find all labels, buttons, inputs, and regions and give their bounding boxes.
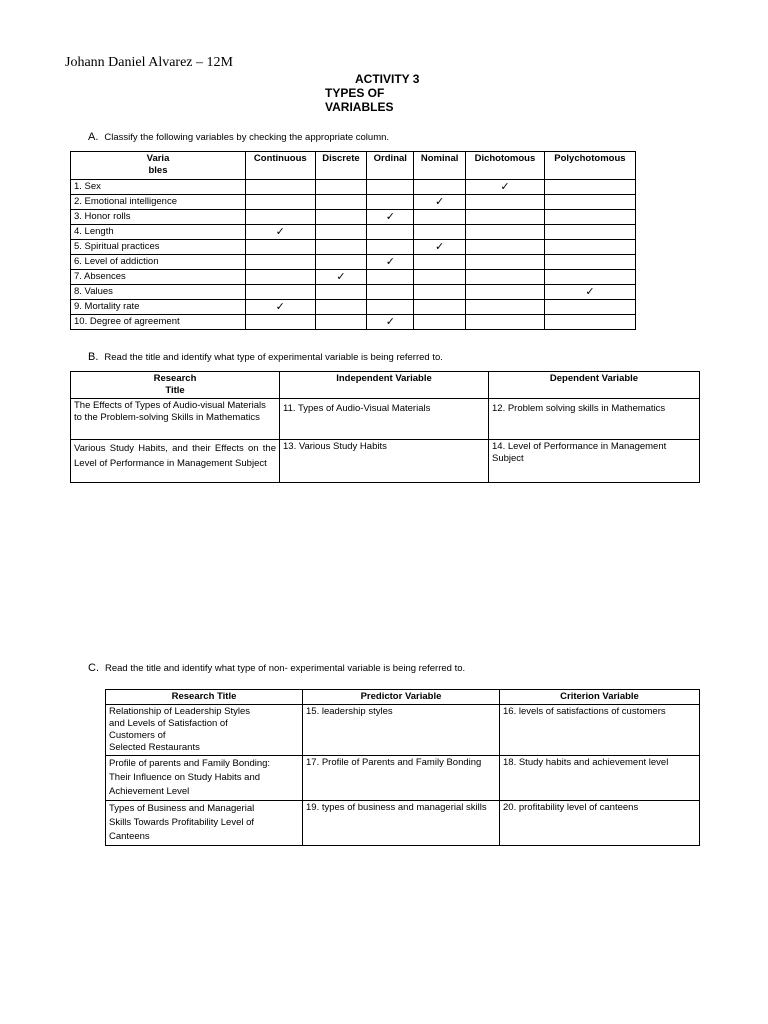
empty-cell-ordinal xyxy=(367,225,414,240)
table-row xyxy=(71,399,700,440)
empty-cell-discrete xyxy=(315,240,367,255)
table-header-row xyxy=(71,372,700,399)
empty-cell-discrete xyxy=(315,195,367,210)
section-a-letter: A. xyxy=(88,131,99,143)
table-row xyxy=(106,801,700,846)
header-research-title: Research Title xyxy=(106,690,303,705)
empty-cell-ordinal xyxy=(367,195,414,210)
empty-cell-nominal xyxy=(414,270,466,285)
empty-cell-discrete xyxy=(315,255,367,270)
empty-cell-dichotomous xyxy=(466,315,545,330)
variable-label: 6. Level of addiction xyxy=(71,255,246,270)
checkmark-continuous: ✓ xyxy=(246,225,316,240)
variable-label: 10. Degree of agreement xyxy=(71,315,246,330)
table-row xyxy=(71,210,636,225)
empty-cell-dichotomous xyxy=(466,300,545,315)
empty-cell-continuous xyxy=(246,315,316,330)
header-predictor-variable: Predictor Variable xyxy=(303,690,500,705)
classification-table xyxy=(70,151,636,330)
header-dichotomous: Dichotomous xyxy=(466,152,545,180)
variable-label: 8. Values xyxy=(71,285,246,300)
variable-label: 7. Absences xyxy=(71,270,246,285)
checkmark-polychotomous: ✓ xyxy=(544,285,635,300)
header-independent-variable: Independent Variable xyxy=(280,372,489,399)
table-row xyxy=(71,255,636,270)
criterion-variable-cell: 16. levels of satisfactions of customers xyxy=(500,705,700,756)
section-c-instruction xyxy=(88,662,465,674)
predictor-variable-cell: 17. Profile of Parents and Family Bonding xyxy=(303,756,500,801)
heading-line-1: ACTIVITY 3 xyxy=(355,72,420,86)
table-header-row xyxy=(106,690,700,705)
empty-cell-dichotomous xyxy=(466,210,545,225)
checkmark-ordinal: ✓ xyxy=(367,255,414,270)
empty-cell-continuous xyxy=(246,255,316,270)
section-b-letter: B. xyxy=(88,351,99,363)
header-research-title: Research Title xyxy=(71,372,280,399)
empty-cell-polychotomous xyxy=(544,315,635,330)
table-row xyxy=(71,440,700,483)
table-header-row xyxy=(71,152,636,180)
empty-cell-discrete xyxy=(315,285,367,300)
empty-cell-ordinal xyxy=(367,300,414,315)
empty-cell-nominal xyxy=(414,180,466,195)
empty-cell-ordinal xyxy=(367,240,414,255)
research-title-cell: Various Study Habits, and their Effects on the Level of Performance in Management Subject xyxy=(71,440,280,483)
empty-cell-polychotomous xyxy=(544,255,635,270)
table-row xyxy=(106,756,700,801)
header-nominal: Nominal xyxy=(414,152,466,180)
checkmark-ordinal: ✓ xyxy=(367,210,414,225)
empty-cell-nominal xyxy=(414,315,466,330)
table-row xyxy=(106,705,700,756)
research-title-cell: Relationship of Leadership Styles and Levels of Satisfaction of Customers of Selected Restaurants xyxy=(106,705,303,756)
activity-heading xyxy=(325,72,419,114)
empty-cell-nominal xyxy=(414,300,466,315)
section-b-text: Read the title and identify what type of experimental variable is being referred to. xyxy=(104,352,443,363)
header-discrete: Discrete xyxy=(315,152,367,180)
header-continuous: Continuous xyxy=(246,152,316,180)
header-ordinal: Ordinal xyxy=(367,152,414,180)
experimental-variables-table xyxy=(70,371,700,483)
empty-cell-polychotomous xyxy=(544,195,635,210)
dependent-variable-cell: 12. Problem solving skills in Mathematics xyxy=(489,399,700,440)
research-title-cell: The Effects of Types of Audio-visual Materials to the Problem-solving Skills in Mathematics xyxy=(71,399,280,440)
criterion-variable-cell: 20. profitability level of canteens xyxy=(500,801,700,846)
heading-line-3: VARIABLES xyxy=(325,100,394,114)
section-a-text: Classify the following variables by checking the appropriate column. xyxy=(104,132,390,143)
empty-cell-nominal xyxy=(414,225,466,240)
table-row xyxy=(71,240,636,255)
table-row xyxy=(71,270,636,285)
empty-cell-continuous xyxy=(246,285,316,300)
empty-cell-polychotomous xyxy=(544,180,635,195)
header-dependent-variable: Dependent Variable xyxy=(489,372,700,399)
empty-cell-continuous xyxy=(246,270,316,285)
empty-cell-discrete xyxy=(315,225,367,240)
empty-cell-discrete xyxy=(315,210,367,225)
empty-cell-discrete xyxy=(315,180,367,195)
heading-line-2: TYPES OF xyxy=(325,86,385,100)
table-row xyxy=(71,285,636,300)
non-experimental-variables-table xyxy=(105,689,700,846)
empty-cell-polychotomous xyxy=(544,240,635,255)
empty-cell-ordinal xyxy=(367,285,414,300)
empty-cell-polychotomous xyxy=(544,300,635,315)
research-title-cell: Types of Business and Managerial Skills Towards Profitability Level of Canteens xyxy=(106,801,303,846)
empty-cell-dichotomous xyxy=(466,285,545,300)
independent-variable-cell: 11. Types of Audio-Visual Materials xyxy=(280,399,489,440)
predictor-variable-cell: 19. types of business and managerial skills xyxy=(303,801,500,846)
checkmark-ordinal: ✓ xyxy=(367,315,414,330)
variable-label: 3. Honor rolls xyxy=(71,210,246,225)
independent-variable-cell: 13. Various Study Habits xyxy=(280,440,489,483)
empty-cell-continuous xyxy=(246,195,316,210)
section-b-instruction xyxy=(88,351,443,363)
empty-cell-polychotomous xyxy=(544,225,635,240)
empty-cell-continuous xyxy=(246,210,316,225)
empty-cell-discrete xyxy=(315,300,367,315)
variable-label: 9. Mortality rate xyxy=(71,300,246,315)
empty-cell-discrete xyxy=(315,315,367,330)
criterion-variable-cell: 18. Study habits and achievement level xyxy=(500,756,700,801)
author-name: Johann Daniel Alvarez – 12M xyxy=(65,55,233,70)
empty-cell-dichotomous xyxy=(466,270,545,285)
empty-cell-continuous xyxy=(246,180,316,195)
variable-label: 5. Spiritual practices xyxy=(71,240,246,255)
empty-cell-ordinal xyxy=(367,180,414,195)
empty-cell-dichotomous xyxy=(466,255,545,270)
empty-cell-polychotomous xyxy=(544,270,635,285)
empty-cell-dichotomous xyxy=(466,225,545,240)
empty-cell-dichotomous xyxy=(466,240,545,255)
header-criterion-variable: Criterion Variable xyxy=(500,690,700,705)
checkmark-continuous: ✓ xyxy=(246,300,316,315)
table-row xyxy=(71,225,636,240)
table-row xyxy=(71,195,636,210)
checkmark-discrete: ✓ xyxy=(315,270,367,285)
dependent-variable-cell: 14. Level of Performance in Management Subject xyxy=(489,440,700,483)
variable-label: 1. Sex xyxy=(71,180,246,195)
section-c-letter: C. xyxy=(88,662,99,674)
empty-cell-polychotomous xyxy=(544,210,635,225)
table-row xyxy=(71,300,636,315)
variable-label: 2. Emotional intelligence xyxy=(71,195,246,210)
section-c-text: Read the title and identify what type of non- experimental variable is being referred to. xyxy=(105,663,466,674)
predictor-variable-cell: 15. leadership styles xyxy=(303,705,500,756)
empty-cell-nominal xyxy=(414,210,466,225)
empty-cell-dichotomous xyxy=(466,195,545,210)
empty-cell-nominal xyxy=(414,255,466,270)
table-row xyxy=(71,315,636,330)
checkmark-dichotomous: ✓ xyxy=(466,180,545,195)
variable-label: 4. Length xyxy=(71,225,246,240)
empty-cell-ordinal xyxy=(367,270,414,285)
empty-cell-continuous xyxy=(246,240,316,255)
empty-cell-nominal xyxy=(414,285,466,300)
header-polychotomous: Polychotomous xyxy=(544,152,635,180)
header-variables: Varia bles xyxy=(71,152,246,180)
section-a-instruction xyxy=(88,131,389,143)
checkmark-nominal: ✓ xyxy=(414,240,466,255)
checkmark-nominal: ✓ xyxy=(414,195,466,210)
table-row xyxy=(71,180,636,195)
research-title-cell: Profile of parents and Family Bonding: Their Influence on Study Habits and Achievement Level xyxy=(106,756,303,801)
